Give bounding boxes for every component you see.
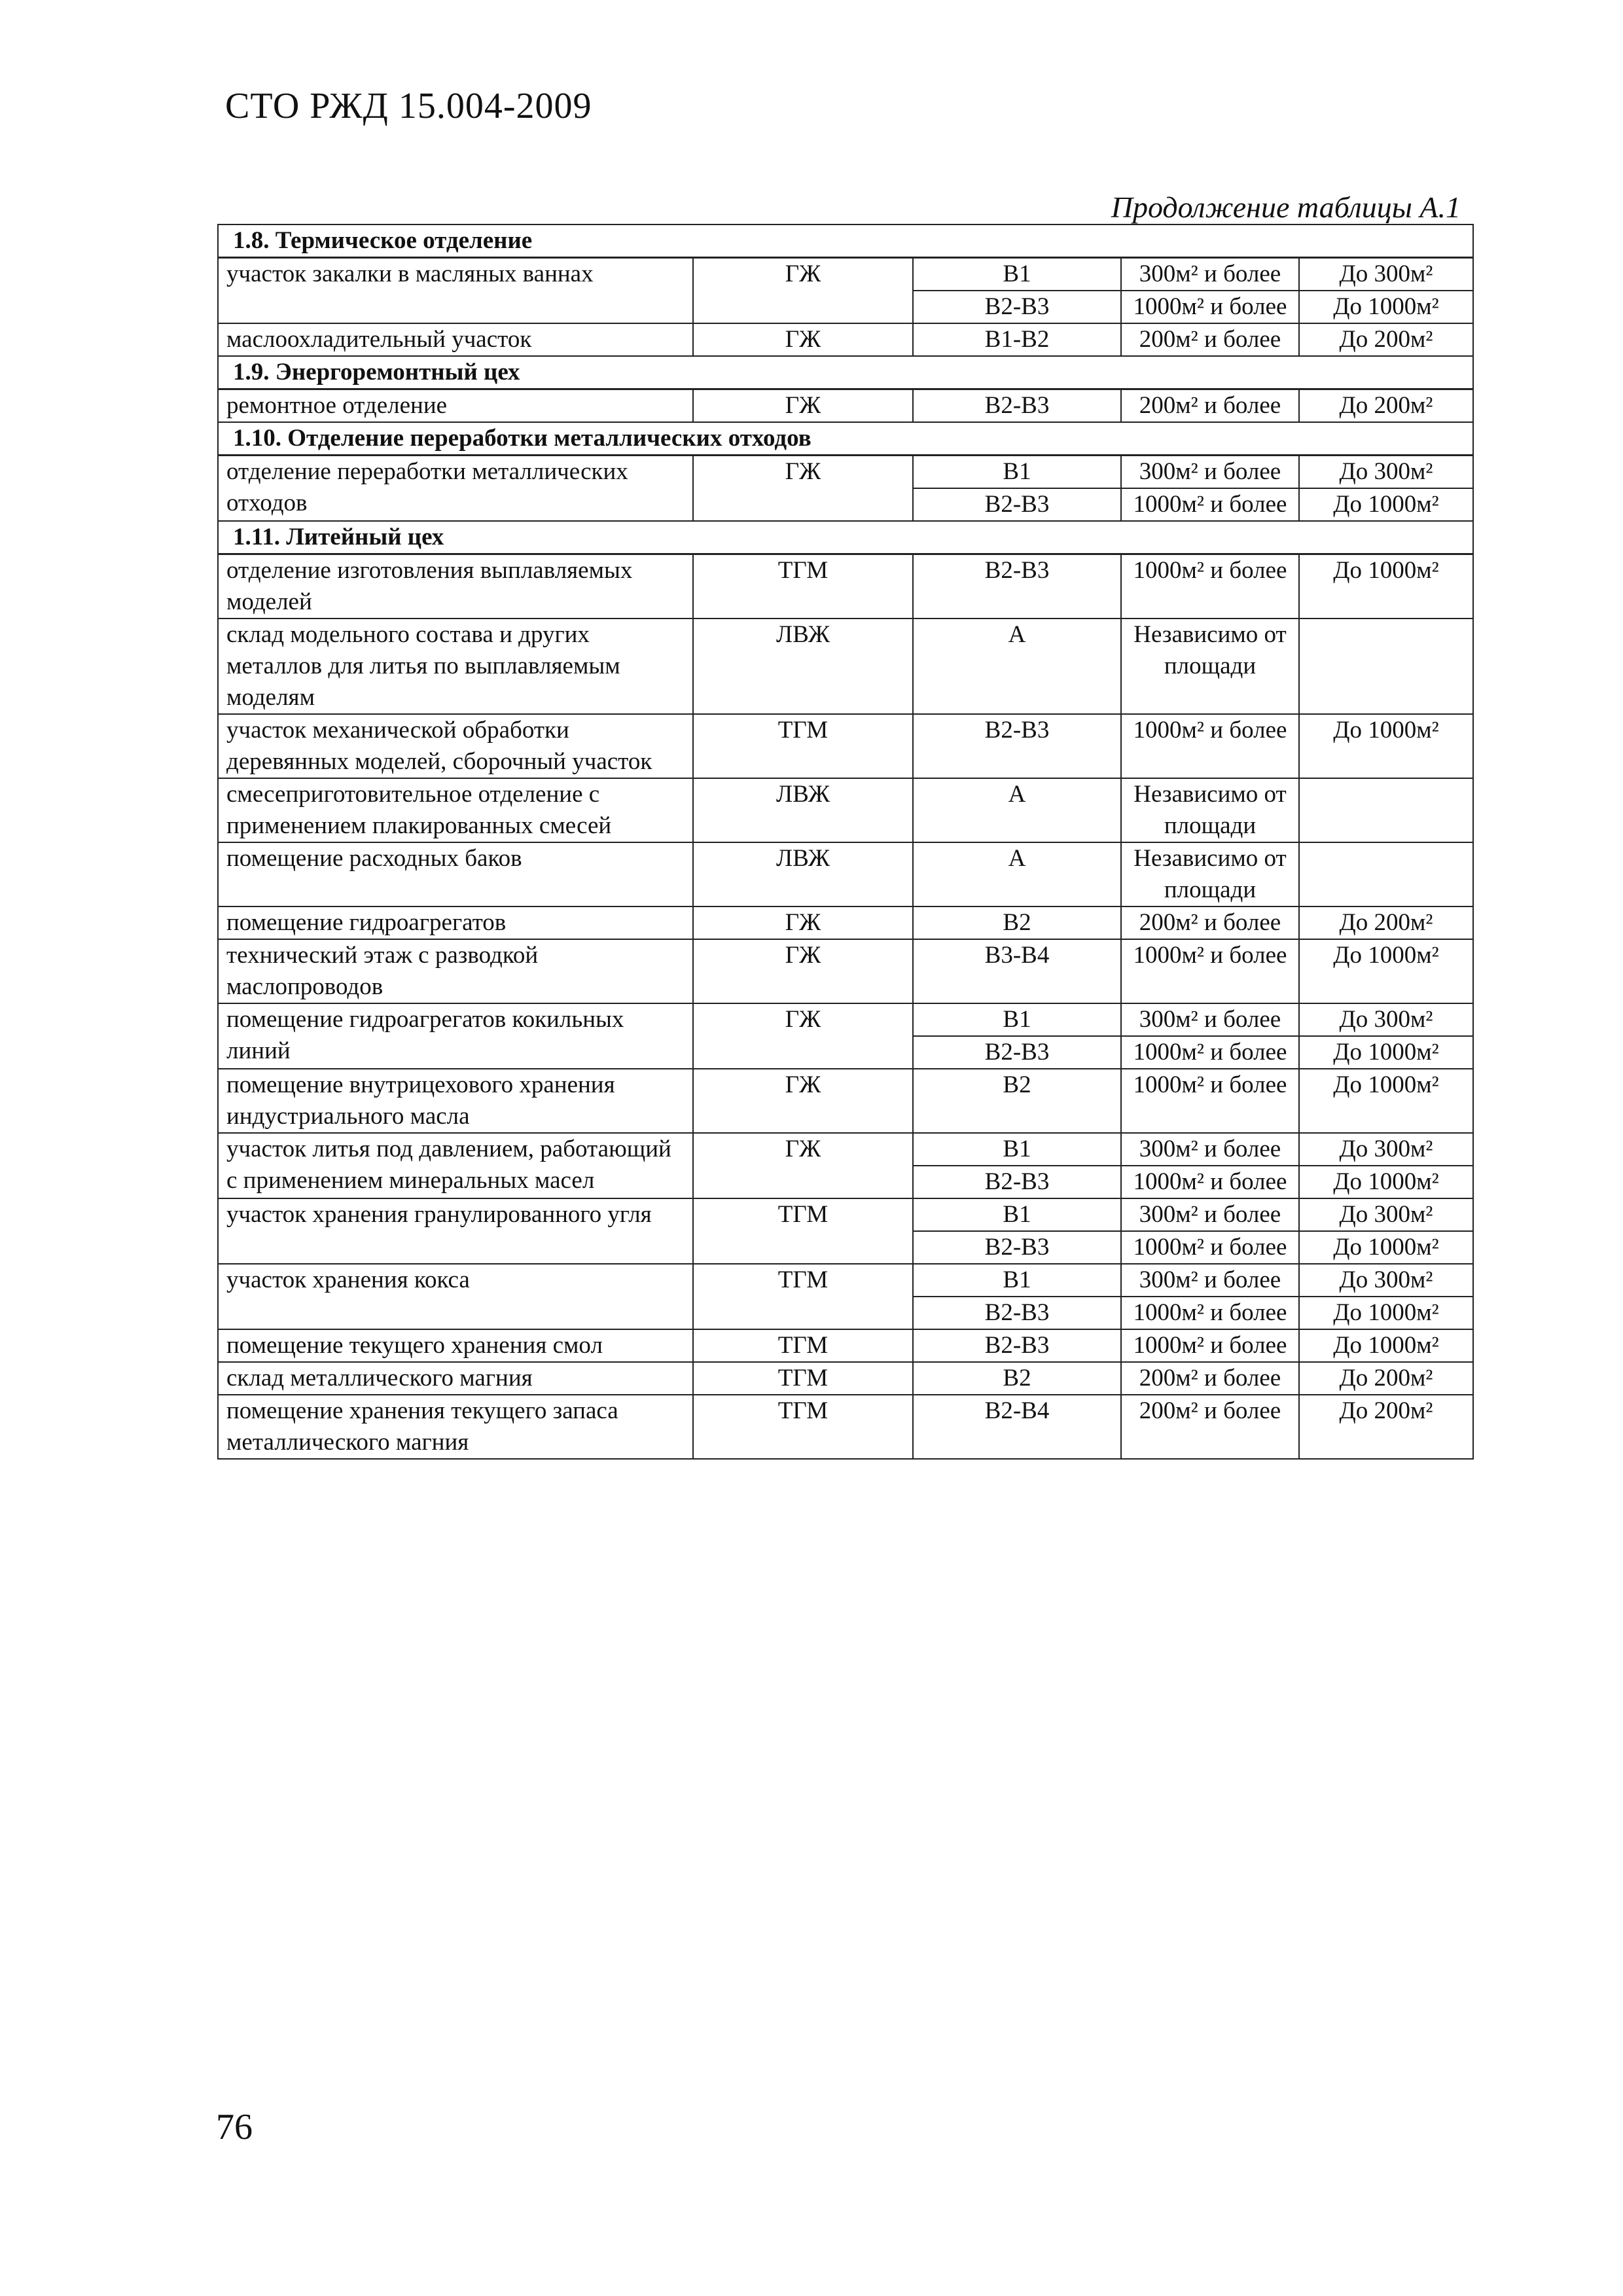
area-limit [1299,778,1473,842]
fire-class: В3-В4 [913,939,1121,1003]
area-limit: До 1000м² [1299,1297,1473,1329]
area-threshold: 200м² и более [1121,906,1299,939]
area-limit: До 300м² [1299,1264,1473,1297]
table-row [218,323,1473,356]
area-limit: До 300м² [1299,456,1473,489]
area-threshold: 200м² и более [1121,1395,1299,1459]
room-name: отделение переработки металлических отходов [218,456,693,522]
room-name: технический этаж с разводкой маслопроводов [218,939,693,1003]
area-threshold: 1000м² и более [1121,1069,1299,1133]
fire-class: В2 [913,1362,1121,1395]
area-threshold: 1000м² и более [1121,1231,1299,1264]
area-threshold: 1000м² и более [1121,714,1299,778]
substance-category: ЛВЖ [693,778,913,842]
fire-class: В1-В2 [913,323,1121,356]
area-limit: До 1000м² [1299,939,1473,1003]
substance-category: ГЖ [693,906,913,939]
area-threshold: 1000м² и более [1121,1297,1299,1329]
room-name: помещение текущего хранения смол [218,1329,693,1362]
room-name: помещение расходных баков [218,842,693,906]
room-name: помещение гидроагрегатов кокильных линий [218,1003,693,1069]
area-limit: До 300м² [1299,1198,1473,1231]
substance-category: ГЖ [693,939,913,1003]
table-row [218,842,1473,906]
area-threshold: 1000м² и более [1121,1329,1299,1362]
table-row [218,456,1473,489]
area-threshold: 300м² и более [1121,1198,1299,1231]
fire-class: В1 [913,258,1121,291]
substance-category: ГЖ [693,1133,913,1198]
section-title: 1.9. Энергоремонтный цех [218,356,1473,389]
area-limit: До 1000м² [1299,488,1473,521]
room-name: помещение гидроагрегатов [218,906,693,939]
room-name: участок литья под давлением, работающий с применением минеральных масел [218,1133,693,1198]
substance-category: ЛВЖ [693,619,913,714]
table-caption: Продолжение таблицы А.1 [1111,190,1461,224]
fire-class: В2-В3 [913,1297,1121,1329]
fire-class: В2 [913,1069,1121,1133]
area-limit: До 200м² [1299,323,1473,356]
fire-class: А [913,842,1121,906]
area-limit: До 200м² [1299,1395,1473,1459]
fire-class: В2-В3 [913,1036,1121,1069]
area-threshold: 300м² и более [1121,1264,1299,1297]
fire-class: В1 [913,1003,1121,1036]
area-threshold: 1000м² и более [1121,488,1299,521]
fire-class: В2-В3 [913,1166,1121,1198]
area-threshold: 1000м² и более [1121,939,1299,1003]
table-row [218,1133,1473,1166]
substance-category: ГЖ [693,258,913,324]
substance-category: ГЖ [693,389,913,423]
area-limit: До 1000м² [1299,554,1473,619]
area-limit: До 300м² [1299,1133,1473,1166]
substance-category: ЛВЖ [693,842,913,906]
room-name: склад модельного состава и других металлов для литья по выплавляемым моделям [218,619,693,714]
fire-class: В2-В4 [913,1395,1121,1459]
substance-category: ТГМ [693,714,913,778]
document-code: СТО РЖД 15.004-2009 [225,86,592,126]
section-header-row [218,521,1473,554]
table-row [218,1395,1473,1459]
table-row [218,1362,1473,1395]
table-row [218,1198,1473,1231]
table-body [218,224,1473,1459]
table-row [218,939,1473,1003]
area-limit: До 1000м² [1299,1069,1473,1133]
fire-class: В2-В3 [913,389,1121,423]
fire-class: А [913,619,1121,714]
room-name: участок хранения гранулированного угля [218,1198,693,1264]
fire-class: В2-В3 [913,488,1121,521]
room-name: маслоохладительный участок [218,323,693,356]
fire-class: В1 [913,1198,1121,1231]
fire-class: В2-В3 [913,1231,1121,1264]
area-threshold: 300м² и более [1121,1003,1299,1036]
area-threshold: 300м² и более [1121,258,1299,291]
area-threshold: 1000м² и более [1121,554,1299,619]
substance-category: ТГМ [693,1329,913,1362]
room-name: отделение изготовления выплавляемых моделей [218,554,693,619]
fire-class: В1 [913,456,1121,489]
substance-category: ТГМ [693,554,913,619]
area-limit: До 1000м² [1299,714,1473,778]
area-limit: До 200м² [1299,389,1473,423]
room-name: участок хранения кокса [218,1264,693,1329]
area-threshold: Независимо от площади [1121,842,1299,906]
substance-category: ТГМ [693,1362,913,1395]
substance-category: ТГМ [693,1395,913,1459]
area-threshold: 1000м² и более [1121,1166,1299,1198]
area-threshold: 300м² и более [1121,1133,1299,1166]
substance-category: ГЖ [693,1069,913,1133]
table-row [218,389,1473,423]
area-limit: До 200м² [1299,1362,1473,1395]
area-limit: До 1000м² [1299,1329,1473,1362]
table-row [218,619,1473,714]
fire-class: В1 [913,1264,1121,1297]
area-limit: До 1000м² [1299,1166,1473,1198]
hazard-table [217,224,1474,1460]
fire-class: В2-В3 [913,291,1121,323]
area-threshold: 300м² и более [1121,456,1299,489]
table-row [218,554,1473,619]
substance-category: ГЖ [693,1003,913,1069]
substance-category: ГЖ [693,323,913,356]
area-threshold: 1000м² и более [1121,1036,1299,1069]
substance-category: ГЖ [693,456,913,522]
fire-class: В2-В3 [913,554,1121,619]
area-threshold: Независимо от площади [1121,778,1299,842]
room-name: склад металлического магния [218,1362,693,1395]
table-row [218,1264,1473,1297]
area-limit: До 200м² [1299,906,1473,939]
table-row [218,778,1473,842]
fire-class: А [913,778,1121,842]
area-threshold: 1000м² и более [1121,291,1299,323]
area-limit: До 1000м² [1299,291,1473,323]
substance-category: ТГМ [693,1264,913,1329]
fire-class: В2-В3 [913,714,1121,778]
area-limit: До 300м² [1299,1003,1473,1036]
section-header-row [218,422,1473,456]
fire-class: В2 [913,906,1121,939]
table-row [218,906,1473,939]
area-limit: До 300м² [1299,258,1473,291]
room-name: участок закалки в масляных ваннах [218,258,693,324]
table-row [218,258,1473,291]
substance-category: ТГМ [693,1198,913,1264]
page-number: 76 [216,2107,253,2147]
section-title: 1.8. Термическое отделение [218,224,1473,258]
area-threshold: 200м² и более [1121,1362,1299,1395]
table-row [218,714,1473,778]
area-threshold: Независимо от площади [1121,619,1299,714]
table-row [218,1329,1473,1362]
room-name: помещение хранения текущего запаса металлического магния [218,1395,693,1459]
fire-class: В1 [913,1133,1121,1166]
area-limit [1299,619,1473,714]
area-limit [1299,842,1473,906]
room-name: ремонтное отделение [218,389,693,423]
table-row [218,1003,1473,1036]
area-threshold: 200м² и более [1121,389,1299,423]
section-title: 1.11. Литейный цех [218,521,1473,554]
room-name: участок механической обработки деревянных моделей, сборочный участок [218,714,693,778]
room-name: смесеприготовительное отделение с применением плакированных смесей [218,778,693,842]
area-limit: До 1000м² [1299,1231,1473,1264]
section-header-row [218,224,1473,258]
area-limit: До 1000м² [1299,1036,1473,1069]
room-name: помещение внутрицехового хранения индустриального масла [218,1069,693,1133]
section-title: 1.10. Отделение переработки металлических отходов [218,422,1473,456]
fire-class: В2-В3 [913,1329,1121,1362]
area-threshold: 200м² и более [1121,323,1299,356]
table-row [218,1069,1473,1133]
section-header-row [218,356,1473,389]
